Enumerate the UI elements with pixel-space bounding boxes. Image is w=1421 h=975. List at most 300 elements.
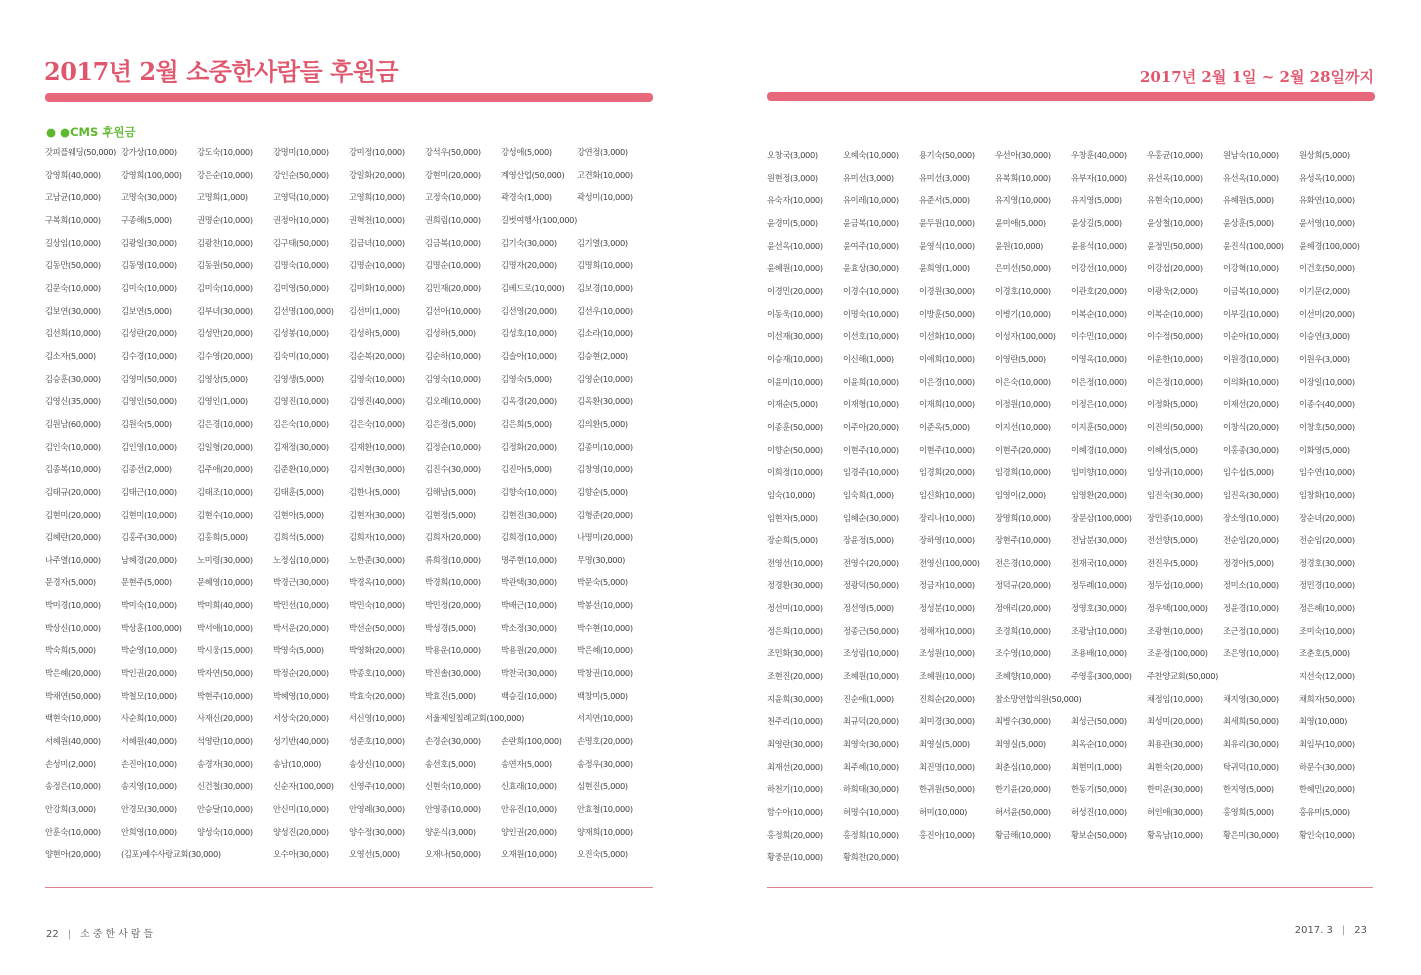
donor-entry: 김성란(20,000) — [121, 328, 177, 339]
donor-entry: 박미경(10,000) — [45, 600, 101, 611]
left-page — [0, 0, 710, 975]
donor-entry: 박선순(50,000) — [349, 622, 405, 633]
donor-entry: 유선옥(10,000) — [1147, 172, 1203, 183]
donor-entry: 신현숙(10,000) — [425, 781, 481, 792]
donor-entry: 정민경(10,000) — [1299, 580, 1355, 591]
donor-entry: 고영희(10,000) — [349, 192, 405, 203]
donor-entry: 원현정(3,000) — [767, 172, 818, 183]
donor-entry: 김홍주(30,000) — [121, 532, 177, 543]
donor-entry: 장순녀(20,000) — [1299, 512, 1355, 523]
donor-entry: 김재환(10,000) — [349, 441, 405, 452]
donor-entry: 함수아(10,000) — [767, 807, 823, 818]
donor-entry: 김미숙(10,000) — [121, 282, 177, 293]
donor-entry: 박시웅(15,000) — [197, 645, 253, 656]
donor-entry: 김명자(20,000) — [501, 260, 557, 271]
donor-list-left — [45, 142, 653, 867]
donor-entry: 김선우(10,000) — [577, 305, 633, 316]
donor-entry: 김문숙(10,000) — [45, 282, 101, 293]
donor-entry: 김은숙(10,000) — [349, 418, 405, 429]
donor-entry: 유지영(10,000) — [995, 195, 1051, 206]
donor-entry: 이재형(10,000) — [843, 399, 899, 410]
donor-entry: 김인영(10,000) — [121, 441, 177, 452]
donor-entry: 김부녀(30,000) — [197, 305, 253, 316]
donor-entry: 신효래(10,000) — [501, 781, 557, 792]
donor-entry: 김광찬(10,000) — [197, 237, 253, 248]
donor-entry: 이성자(100,000) — [995, 331, 1056, 342]
donor-entry: 정애리(20,000) — [995, 603, 1051, 614]
donor-entry: 길상임(10,000) — [45, 237, 101, 248]
donor-entry: 황금해(10,000) — [995, 829, 1051, 840]
donor-entry: 백승길(10,000) — [501, 690, 557, 701]
donor-entry: 최규덕(20,000) — [843, 716, 899, 727]
donor-entry: 김현진(30,000) — [501, 509, 557, 520]
donor-entry: 안희영(10,000) — [121, 826, 177, 837]
donor-entry: 노미령(30,000) — [197, 554, 253, 565]
donor-entry: 송정우(30,000) — [577, 758, 633, 769]
donor-entry: 김현수(10,000) — [197, 509, 253, 520]
donor-entry: 박자연(50,000) — [197, 668, 253, 679]
donor-entry: 고영덕(10,000) — [273, 192, 329, 203]
donor-entry: 서혜원(40,000) — [121, 736, 177, 747]
donor-entry: 김소라(10,000) — [577, 328, 633, 339]
donor-entry: 황인숙(10,000) — [1299, 829, 1355, 840]
donor-entry: 김명희(10,000) — [577, 260, 633, 271]
donor-entry: 양성진(20,000) — [273, 826, 329, 837]
donor-entry: 김수경(10,000) — [121, 350, 177, 361]
donor-entry: 이선미(20,000) — [1299, 308, 1355, 319]
donor-entry: 유미선(3,000) — [843, 172, 894, 183]
donor-entry: 허명수(10,000) — [843, 807, 899, 818]
donor-entry: 김승훈(30,000) — [45, 373, 101, 384]
donor-entry: 박배근(10,000) — [501, 600, 557, 611]
donor-entry: 박상신(10,000) — [45, 622, 101, 633]
donor-entry: 유부자(10,000) — [1071, 172, 1127, 183]
footer-left — [46, 925, 156, 940]
donor-entry: 안훈숙(10,000) — [45, 826, 101, 837]
donor-entry: 이정화(5,000) — [1147, 399, 1198, 410]
donor-entry: 박찬국(30,000) — [501, 668, 557, 679]
donor-entry: 윤선옥(10,000) — [767, 240, 823, 251]
donor-entry: 윤상훈(5,000) — [1223, 217, 1274, 228]
donor-entry: 이경원(30,000) — [919, 285, 975, 296]
donor-entry: 정경아(5,000) — [1223, 557, 1274, 568]
donor-entry: 박관택(30,000) — [501, 577, 557, 588]
donor-entry: 조혜원(10,000) — [919, 671, 975, 682]
donor-entry: 장순희(5,000) — [767, 535, 818, 546]
donor-entry: 박정순(20,000) — [273, 668, 329, 679]
donor-entry: 이승재(10,000) — [767, 353, 823, 364]
donor-entry: 조용배(10,000) — [1071, 648, 1127, 659]
donor-entry: 최용관(30,000) — [1147, 739, 1203, 750]
donor-entry: 박경근(30,000) — [273, 577, 329, 588]
donor-entry: 김태규(20,000) — [45, 486, 101, 497]
donor-entry: 하문수(30,000) — [1299, 761, 1355, 772]
donor-entry: 강일화(20,000) — [349, 169, 405, 180]
donor-entry: 이종훈(50,000) — [767, 421, 823, 432]
donor-entry: 주영홍(300,000) — [1071, 671, 1132, 682]
donor-entry: 홍정희(20,000) — [767, 829, 823, 840]
donor-entry: 박수현(10,000) — [577, 622, 633, 633]
donor-entry: 서신영(10,000) — [349, 713, 405, 724]
donor-entry: 황중문(10,000) — [767, 852, 823, 863]
donor-entry: 참소망연합의원(50,000) — [995, 693, 1082, 704]
donor-entry: 문현주(5,000) — [121, 577, 172, 588]
donor-entry: 이은정(10,000) — [1147, 376, 1203, 387]
donor-entry: 이경수(10,000) — [843, 285, 899, 296]
donor-entry: 전순임(20,000) — [1223, 535, 1279, 546]
donor-entry: 최미경(30,000) — [919, 716, 975, 727]
donor-entry: 이은경(10,000) — [919, 376, 975, 387]
donor-entry: 강영희(100,000) — [121, 169, 182, 180]
donor-entry: 임신화(10,000) — [919, 489, 975, 500]
donor-entry: 진희순(20,000) — [919, 693, 975, 704]
donor-entry: 한기윤(20,000) — [995, 784, 1051, 795]
donor-entry: 이금복(10,000) — [1223, 285, 1279, 296]
donor-entry: 이현주(10,000) — [843, 444, 899, 455]
donor-entry: 고견화(10,000) — [577, 169, 633, 180]
donor-entry: 최영(10,000) — [1299, 716, 1348, 727]
donor-entry: 이수정(50,000) — [1147, 331, 1203, 342]
donor-entry: 김동만(50,000) — [45, 260, 101, 271]
donor-entry: 홍정희(10,000) — [843, 829, 899, 840]
donor-entry: 심현진(5,000) — [577, 781, 628, 792]
donor-entry: 천주리(10,000) — [767, 716, 823, 727]
donor-entry: 김일형(20,000) — [197, 441, 253, 452]
donor-entry: 이현주(10,000) — [919, 444, 975, 455]
donor-entry: 김영진(10,000) — [273, 396, 329, 407]
donor-entry: 김현정(5,000) — [425, 509, 476, 520]
donor-entry: 김성봉(10,000) — [273, 328, 329, 339]
donor-entry: 나주열(10,000) — [45, 554, 101, 565]
donor-entry: 임진옥(30,000) — [1223, 489, 1279, 500]
donor-entry: 전영수(20,000) — [843, 557, 899, 568]
donor-entry: 김은정(5,000) — [425, 418, 476, 429]
donor-entry: 박창권(10,000) — [577, 668, 633, 679]
donor-entry: 김보연(5,000) — [121, 305, 172, 316]
donor-entry: 권희림(10,000) — [425, 214, 481, 225]
donor-entry: 김인숙(10,000) — [45, 441, 101, 452]
donor-entry: 강명미(10,000) — [273, 147, 329, 157]
donor-entry: 김현미(10,000) — [121, 509, 177, 520]
donor-entry: 정선영(5,000) — [843, 603, 894, 614]
donor-entry: 오재나(50,000) — [425, 849, 481, 860]
donor-entry: 정해자(10,000) — [919, 625, 975, 636]
donor-entry: 우창훈(40,000) — [1071, 150, 1127, 160]
donor-entry: 안승달(10,000) — [197, 804, 253, 815]
donor-entry: 허인애(30,000) — [1147, 807, 1203, 818]
donor-entry: 정금자(10,000) — [919, 580, 975, 591]
donor-entry: 조광남(10,000) — [1071, 625, 1127, 636]
donor-entry: 양운식(3,000) — [425, 826, 476, 837]
right-page — [711, 0, 1421, 975]
donor-entry: 이지훈(50,000) — [1071, 421, 1127, 432]
donor-entry: 김형준(20,000) — [577, 509, 633, 520]
donor-entry: 김진수(30,000) — [425, 464, 481, 475]
donor-entry: 김선미(1,000) — [349, 305, 400, 316]
donor-entry: 김기열(3,000) — [577, 237, 628, 248]
donor-entry: 김현미(20,000) — [45, 509, 101, 520]
donor-entry: 권혁천(10,000) — [349, 214, 405, 225]
donor-entry: 임영환(20,000) — [1071, 489, 1127, 500]
donor-entry: 최영란(30,000) — [767, 739, 823, 750]
donor-entry: 김지현(30,000) — [349, 464, 405, 475]
donor-entry: 조민화(30,000) — [767, 648, 823, 659]
donor-entry: 양수정(30,000) — [349, 826, 405, 837]
donor-entry: 김구태(50,000) — [273, 237, 329, 248]
donor-entry: 장하영(10,000) — [919, 535, 975, 546]
donor-entry: 지선숙(12,000) — [1299, 671, 1355, 682]
donor-entry: 이장일(10,000) — [1299, 376, 1355, 387]
donor-entry: 이홍종(30,000) — [1223, 444, 1279, 455]
donor-entry: 권정아(10,000) — [273, 214, 329, 225]
donor-entry: 이정은(10,000) — [1071, 399, 1127, 410]
donor-entry: 한혜민(20,000) — [1299, 784, 1355, 795]
donor-entry: 권명순(10,000) — [197, 214, 253, 225]
donor-entry: 조수영(10,000) — [995, 648, 1051, 659]
donor-entry: 정덕규(20,000) — [995, 580, 1051, 591]
donor-entry: 김성호(10,000) — [501, 328, 557, 339]
donor-entry: 박용원(20,000) — [501, 645, 557, 656]
donor-entry: 오혜숙(10,000) — [843, 150, 899, 160]
donor-entry: 송선호(5,000) — [425, 758, 476, 769]
donor-entry: 김영숙(5,000) — [501, 373, 552, 384]
donor-entry: 김정순(10,000) — [425, 441, 481, 452]
donor-entry: 하희태(30,000) — [843, 784, 899, 795]
donor-entry: 이방훈(50,000) — [919, 308, 975, 319]
donor-entry: 김혜란(20,000) — [45, 532, 101, 543]
donor-entry: 이정원(10,000) — [995, 399, 1051, 410]
donor-entry: 손란희(100,000) — [501, 736, 562, 747]
donor-entry: 김선영(20,000) — [501, 305, 557, 316]
donor-entry: 유이레(10,000) — [843, 195, 899, 206]
donor-entry: 손명호(20,000) — [577, 736, 633, 747]
donor-entry: 박문숙(5,000) — [577, 577, 628, 588]
donor-entry: 김명순(10,000) — [425, 260, 481, 271]
donor-entry: 김수영(20,000) — [197, 350, 253, 361]
donor-entry: 김영신(35,000) — [45, 396, 101, 407]
donor-entry: 이제선(20,000) — [1223, 399, 1279, 410]
donor-entry: 김은숙(10,000) — [273, 418, 329, 429]
donor-entry: 박순영(10,000) — [121, 645, 177, 656]
donor-entry: 최임부(10,000) — [1299, 739, 1355, 750]
donor-entry: 허성진(10,000) — [1071, 807, 1127, 818]
donor-entry: 조현진(20,000) — [767, 671, 823, 682]
donor-entry: 진순애(1,000) — [843, 693, 894, 704]
donor-entry: 이동욱(10,000) — [767, 308, 823, 319]
donor-entry: 임창화(10,000) — [1299, 489, 1355, 500]
donor-entry: 박진솔(30,000) — [425, 668, 481, 679]
bottom-rule — [767, 887, 1373, 888]
donor-entry: 정윤경(10,000) — [1223, 603, 1279, 614]
donor-entry: 유혜원(5,000) — [1223, 195, 1274, 206]
donor-entry: 갓피플웨딩(50,000) — [45, 147, 117, 157]
donor-entry: 이현주(20,000) — [995, 444, 1051, 455]
donor-entry: 정경환(30,000) — [767, 580, 823, 591]
donor-entry: 원남숙(10,000) — [1223, 150, 1279, 160]
donor-entry: 채희자(50,000) — [1299, 693, 1355, 704]
title-bar — [45, 93, 653, 102]
donor-entry: 조미숙(10,000) — [1299, 625, 1355, 636]
donor-entry: 조경희(10,000) — [995, 625, 1051, 636]
donor-entry: 이애희(10,000) — [919, 353, 975, 364]
donor-entry: 채지영(30,000) — [1223, 693, 1279, 704]
donor-entry: 백창미(5,000) — [577, 690, 628, 701]
donor-entry: 정두섭(10,000) — [1147, 580, 1203, 591]
donor-entry: 이원우(3,000) — [1299, 353, 1350, 364]
donor-entry: 박서운(20,000) — [273, 622, 329, 633]
donor-entry: 임경주(10,000) — [843, 467, 899, 478]
donor-entry: 최옥순(10,000) — [1071, 739, 1127, 750]
donor-entry: 임상귀(10,000) — [1147, 467, 1203, 478]
donor-entry: 박영화(20,000) — [349, 645, 405, 656]
donor-entry: 탁귀덕(10,000) — [1223, 761, 1279, 772]
donor-entry: 정종근(50,000) — [843, 625, 899, 636]
donor-entry: 김정화(20,000) — [501, 441, 557, 452]
donor-entry: 김준환(10,000) — [273, 464, 329, 475]
donor-entry: 박민숙(10,000) — [349, 600, 405, 611]
donor-entry: 김금복(10,000) — [425, 237, 481, 248]
donor-entry: 조성원(10,000) — [919, 648, 975, 659]
donor-entry: 문경자(5,000) — [45, 577, 96, 588]
donor-entry: 장명희(10,000) — [995, 512, 1051, 523]
donor-entry: 곽성미(10,000) — [577, 192, 633, 203]
donor-entry: 주찬양교회(50,000) — [1147, 671, 1219, 682]
donor-entry: 김광일(30,000) — [121, 237, 177, 248]
donor-entry: 윤영식(10,000) — [919, 240, 975, 251]
donor-entry: 김기숙(30,000) — [501, 237, 557, 248]
donor-entry: 송정은(10,000) — [45, 781, 101, 792]
donor-entry: 윤정민(50,000) — [1147, 240, 1203, 251]
page-number: 23 — [1354, 925, 1367, 936]
donor-entry: 임영이(2,000) — [995, 489, 1046, 500]
donor-entry: 정우택(100,000) — [1147, 603, 1208, 614]
donor-entry: 김순하(10,000) — [425, 350, 481, 361]
donor-entry: 원상희(5,000) — [1299, 150, 1350, 160]
donor-entry: 이선호(10,000) — [843, 331, 899, 342]
donor-entry: 이윤희(10,000) — [843, 376, 899, 387]
donor-entry: 홍진아(10,000) — [919, 829, 975, 840]
donor-entry: 이운한(10,000) — [1147, 353, 1203, 364]
donor-entry: 조근정(10,000) — [1223, 625, 1279, 636]
donor-entry: 윤서영(10,000) — [1299, 217, 1355, 228]
donor-entry: 김동영(10,000) — [121, 260, 177, 271]
donor-entry: 이경민(20,000) — [767, 285, 823, 296]
donor-entry: 유숙자(10,000) — [767, 195, 823, 206]
donor-entry: 김해남(5,000) — [425, 486, 476, 497]
donor-entry: 용기숙(50,000) — [919, 150, 975, 160]
donor-entry: 최영실(5,000) — [919, 739, 970, 750]
donor-entry: 조광현(10,000) — [1147, 625, 1203, 636]
donor-entry: 임수섭(5,000) — [1223, 467, 1274, 478]
donor-entry: 박봉선(10,000) — [577, 600, 633, 611]
donor-entry: 이종수(40,000) — [1299, 399, 1355, 410]
donor-entry: 임경희(20,000) — [919, 467, 975, 478]
donor-entry: 김순복(20,000) — [349, 350, 405, 361]
donor-entry: 김오례(10,000) — [425, 396, 481, 407]
donor-entry: 김영순(10,000) — [577, 373, 633, 384]
donor-entry: 김민재(20,000) — [425, 282, 481, 293]
donor-entry: 임경희(10,000) — [995, 467, 1051, 478]
donor-entry: 신순자(100,000) — [273, 781, 334, 792]
donor-entry: 김선아(10,000) — [425, 305, 481, 316]
donor-entry: 조성림(10,000) — [843, 648, 899, 659]
donor-entry: 이승연(3,000) — [1299, 331, 1350, 342]
donor-entry: 최영숙(30,000) — [843, 739, 899, 750]
donor-entry: 김주애(20,000) — [197, 464, 253, 475]
donor-entry: 김태훈(5,000) — [273, 486, 324, 497]
donor-entry: 박효진(5,000) — [425, 690, 476, 701]
donor-entry: 김영진(40,000) — [349, 396, 405, 407]
donor-entry: 전은경(10,000) — [995, 557, 1051, 568]
donor-entry: 김명순(10,000) — [349, 260, 405, 271]
donor-entry: 이병기(10,000) — [995, 308, 1051, 319]
donor-entry: 정영호(30,000) — [1071, 603, 1127, 614]
donor-entry: 나명미(20,000) — [577, 532, 633, 543]
donor-entry: 전순임(20,000) — [1299, 535, 1355, 546]
donor-entry: 전영신(100,000) — [919, 557, 980, 568]
donor-entry: 최병수(30,000) — [995, 716, 1051, 727]
donor-entry: 박은혜(10,000) — [577, 645, 633, 656]
donor-entry: 이복순(10,000) — [1147, 308, 1203, 319]
donor-entry: 김태조(10,000) — [197, 486, 253, 497]
donor-entry: 이건호(50,000) — [1299, 263, 1355, 274]
donor-entry: 석영란(10,000) — [197, 736, 253, 747]
donor-entry: 오영선(5,000) — [349, 849, 400, 860]
donor-entry: 김원숙(5,000) — [121, 418, 172, 429]
donor-entry: 김현자(30,000) — [349, 509, 405, 520]
donor-entry: 김희자(20,000) — [425, 532, 481, 543]
donor-entry: 전남분(30,000) — [1071, 535, 1127, 546]
donor-entry: 한지영(5,000) — [1223, 784, 1274, 795]
donor-entry: 김영미(50,000) — [121, 373, 177, 384]
donor-entry: 허서윤(50,000) — [995, 807, 1051, 818]
donor-entry: 김선희(10,000) — [45, 328, 101, 339]
donor-entry: 황희찬(20,000) — [843, 852, 899, 863]
donor-entry: 이재희(10,000) — [919, 399, 975, 410]
donor-entry: 박인권(20,000) — [121, 668, 177, 679]
footer-separator: | — [1341, 925, 1346, 936]
donor-entry: 장문삼(100,000) — [1071, 512, 1132, 523]
donor-entry: 채정임(10,000) — [1147, 693, 1203, 704]
donor-entry: 노한준(30,000) — [349, 554, 405, 565]
donor-entry: 전선향(5,000) — [1147, 535, 1198, 546]
donor-entry: 강도숙(10,000) — [197, 147, 253, 157]
donor-entry: 신건철(30,000) — [197, 781, 253, 792]
donor-entry: 이화영(5,000) — [1299, 444, 1350, 455]
donor-entry: 이강혁(10,000) — [1223, 263, 1279, 274]
donor-entry: 김미영(50,000) — [273, 282, 329, 293]
donor-entry: 양성숙(10,000) — [197, 826, 253, 837]
donor-entry: 성기반(40,000) — [273, 736, 329, 747]
donor-entry: 최주혜(10,000) — [843, 761, 899, 772]
donor-entry: 김금녀(10,000) — [349, 237, 405, 248]
donor-entry: 박은혜(20,000) — [45, 668, 101, 679]
donor-entry: 김향숙(10,000) — [501, 486, 557, 497]
donor-entry: 황보순(50,000) — [1071, 829, 1127, 840]
donor-entry: 전영선(10,000) — [767, 557, 823, 568]
donor-entry: 이강섭(20,000) — [1147, 263, 1203, 274]
issue-date: 2017. 3 — [1294, 925, 1333, 936]
donor-entry: 김보경(10,000) — [577, 282, 633, 293]
donor-entry: 정경호(30,000) — [1299, 557, 1355, 568]
donor-entry: 박서애(10,000) — [197, 622, 253, 633]
donor-entry: 김은희(5,000) — [501, 418, 552, 429]
donor-entry: 김은경(10,000) — [197, 418, 253, 429]
donor-entry: 안효철(10,000) — [577, 804, 633, 815]
donor-entry: 이선화(10,000) — [919, 331, 975, 342]
donor-entry: 서혜원(40,000) — [45, 736, 101, 747]
donor-entry: 우홍균(10,000) — [1147, 150, 1203, 160]
